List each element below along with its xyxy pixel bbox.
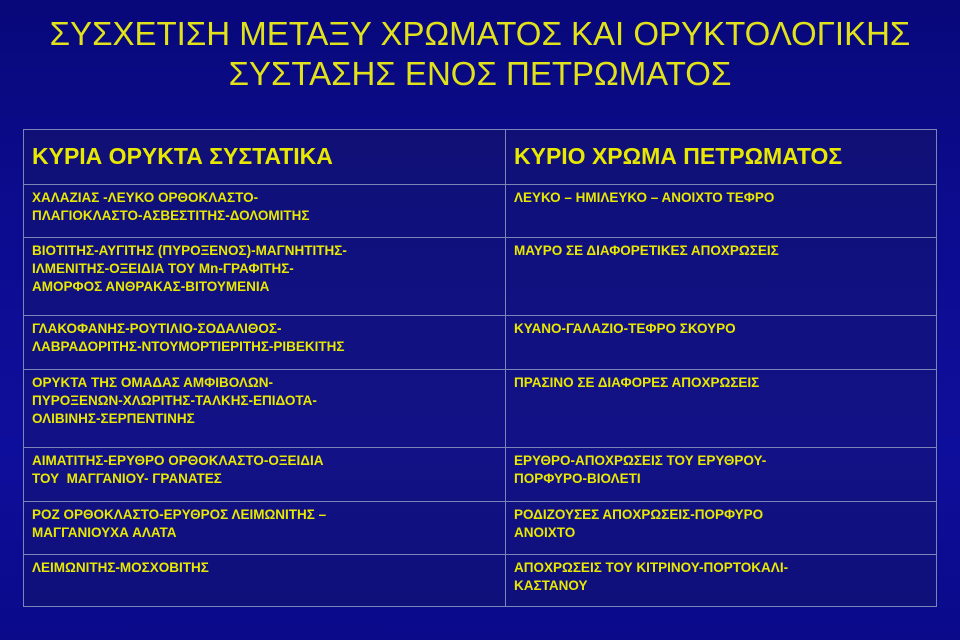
cell-color <box>506 184 937 238</box>
cell-minerals <box>24 316 506 370</box>
cell-text: ΕΡΥΘΡΟ-ΑΠΟΧΡΩΣΕΙΣ ΤΟΥ ΕΡΥΘΡΟΥ- <box>514 453 767 469</box>
cell-color <box>506 555 937 607</box>
cell-minerals <box>24 184 506 238</box>
slide-title-line-2: ΣΥΣΤΑΣΗΣ ΕΝΟΣ ΠΕΤΡΩΜΑΤΟΣ <box>228 55 732 92</box>
table-row <box>24 316 937 370</box>
cell-text: ΧΑΛΑΖΙΑΣ -ΛΕΥΚΟ ΟΡΘΟΚΛΑΣΤΟ- <box>32 189 259 205</box>
cell-minerals <box>24 555 506 607</box>
cell-color <box>506 370 937 448</box>
cell-text: ΤΟΥ ΜΑΓΓΑΝΙΟΥ- ΓΡΑΝΑΤΕΣ <box>32 471 222 487</box>
cell-text: ΚΥΑΝΟ-ΓΑΛΑΖΙΟ-ΤΕΦΡΟ ΣΚΟΥΡΟ <box>514 321 736 337</box>
table-header-row <box>24 130 937 185</box>
cell-text: ΑΝΟΙΧΤΟ <box>514 524 576 540</box>
cell-text: ΡΟΔΙΖΟΥΣΕΣ ΑΠΟΧΡΩΣΕΙΣ-ΠΟΡΦΥΡΟ <box>514 506 764 522</box>
cell-text: ΛΑΒΡΑΔΟΡΙΤΗΣ-ΝΤΟΥΜΟΡΤΙΕΡΙΤΗΣ-ΡΙΒΕΚΙΤΗΣ <box>32 339 345 355</box>
slide-title <box>0 14 960 94</box>
mineral-color-table <box>23 129 937 607</box>
cell-text: ΒΙΟΤΙΤΗΣ-ΑΥΓΙΤΗΣ (ΠΥΡΟΞΕΝΟΣ)-ΜΑΓΝΗΤΙΤΗΣ- <box>32 243 347 259</box>
header-rock-color: ΚΥΡΙΟ ΧΡΩΜΑ ΠΕΤΡΩΜΑΤΟΣ <box>506 130 937 185</box>
cell-text: ΟΡΥΚΤΑ ΤΗΣ ΟΜΑΔΑΣ ΑΜΦΙΒΟΛΩΝ- <box>32 375 273 391</box>
table-row <box>24 184 937 238</box>
cell-text: ΛΕΙΜΩΝΙΤΗΣ-ΜΟΣΧΟΒΙΤΗΣ <box>32 560 209 576</box>
slide-title-line-1: ΣΥΣΧΕΤΙΣΗ ΜΕΤΑΞΥ ΧΡΩΜΑΤΟΣ ΚΑΙ ΟΡΥΚΤΟΛΟΓΙΚΗΣ <box>49 15 911 52</box>
cell-text: ΑΜΟΡΦΟΣ ΑΝΘΡΑΚΑΣ-ΒΙΤΟΥΜΕΝΙΑ <box>32 279 270 295</box>
cell-minerals <box>24 238 506 316</box>
header-minerals: ΚΥΡΙΑ ΟΡΥΚΤΑ ΣΥΣΤΑΤΙΚΑ <box>24 130 506 185</box>
cell-color <box>506 316 937 370</box>
cell-color <box>506 501 937 555</box>
cell-color <box>506 238 937 316</box>
cell-minerals <box>24 448 506 502</box>
table-row <box>24 448 937 502</box>
cell-text: ΠΡΑΣΙΝΟ ΣΕ ΔΙΑΦΟΡΕΣ ΑΠΟΧΡΩΣΕΙΣ <box>514 375 760 391</box>
cell-text: ΡΟΖ ΟΡΘΟΚΛΑΣΤΟ-ΕΡΥΘΡΟΣ ΛΕΙΜΩΝΙΤΗΣ – <box>32 506 327 522</box>
cell-minerals <box>24 501 506 555</box>
cell-text: ΓΛΑΚΟΦΑΝΗΣ-ΡΟΥΤΙΛΙΟ-ΣΟΔΑΛΙΘΟΣ- <box>32 321 282 337</box>
cell-text: ΜΑΓΓΑΝΙΟΥΧΑ ΑΛΑΤΑ <box>32 524 177 540</box>
table-row <box>24 238 937 316</box>
cell-minerals <box>24 370 506 448</box>
cell-text: ΚΑΣΤΑΝΟΥ <box>514 578 588 594</box>
table-row <box>24 370 937 448</box>
table-row <box>24 501 937 555</box>
cell-color <box>506 448 937 502</box>
cell-text: ΠΥΡΟΞΕΝΩΝ-ΧΛΩΡΙΤΗΣ-ΤΑΛΚΗΣ-ΕΠΙΔΟΤΑ- <box>32 393 317 409</box>
table-row <box>24 555 937 607</box>
cell-text: ΑΙΜΑΤΙΤΗΣ-ΕΡΥΘΡΟ ΟΡΘΟΚΛΑΣΤΟ-ΟΞΕΙΔΙΑ <box>32 453 324 469</box>
cell-text: ΑΠΟΧΡΩΣΕΙΣ ΤΟΥ ΚΙΤΡΙΝΟΥ-ΠΟΡΤΟΚΑΛΙ- <box>514 560 789 576</box>
cell-text: ΠΛΑΓΙΟΚΛΑΣΤΟ-ΑΣΒΕΣΤΙΤΗΣ-ΔΟΛΟΜΙΤΗΣ <box>32 207 310 223</box>
cell-text: ΙΛΜΕΝΙΤΗΣ-ΟΞΕΙΔΙΑ ΤΟΥ Mn-ΓΡΑΦΙΤΗΣ- <box>32 261 294 277</box>
cell-text: ΜΑΥΡΟ ΣΕ ΔΙΑΦΟΡΕΤΙΚΕΣ ΑΠΟΧΡΩΣΕΙΣ <box>514 243 779 259</box>
cell-text: ΟΛΙΒΙΝΗΣ-ΣΕΡΠΕΝΤΙΝΗΣ <box>32 411 195 427</box>
cell-text: ΛΕΥΚΟ – ΗΜΙΛΕΥΚΟ – ΑΝΟΙΧΤΟ ΤΕΦΡΟ <box>514 189 775 205</box>
cell-text: ΠΟΡΦΥΡΟ-ΒΙΟΛΕΤΙ <box>514 471 641 487</box>
